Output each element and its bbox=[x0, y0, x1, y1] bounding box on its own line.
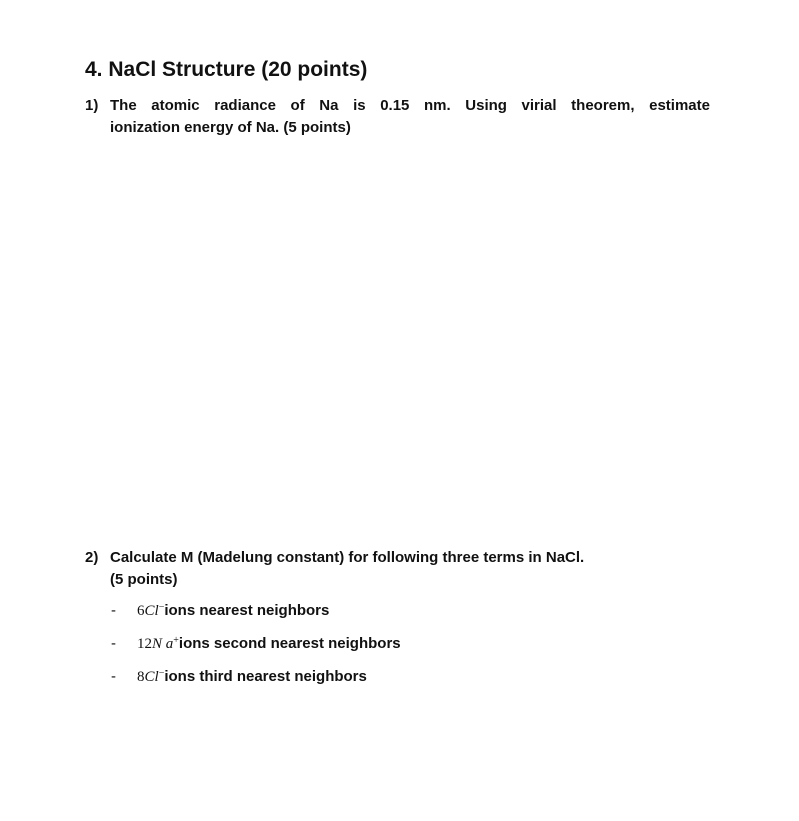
ion-charge: − bbox=[158, 602, 165, 613]
question-2-line-1: Calculate M (Madelung constant) for following three terms in NaCl. bbox=[110, 549, 585, 566]
question-1-line-1: The atomic radiance of Na is 0.15 nm. Using virial theorem, estimate bbox=[110, 97, 710, 114]
question-1-number: 1) bbox=[85, 97, 99, 114]
question-2-line-2: (5 points) bbox=[110, 571, 178, 588]
list-item bbox=[111, 666, 401, 699]
bullet-dash: - bbox=[111, 635, 116, 652]
ion-charge: + bbox=[173, 635, 179, 646]
bullet-text: ions third nearest neighbors bbox=[164, 668, 367, 685]
list-item bbox=[111, 633, 401, 666]
bullet-dash: - bbox=[111, 668, 116, 685]
question-2-number: 2) bbox=[85, 549, 99, 566]
list-item bbox=[111, 600, 401, 633]
page-title: 4. NaCl Structure (20 points) bbox=[85, 58, 368, 81]
neighbor-list bbox=[111, 600, 401, 699]
ion-formula bbox=[137, 669, 164, 685]
bullet-text: ions nearest neighbors bbox=[164, 602, 330, 619]
bullet-dash: - bbox=[111, 602, 116, 619]
ion-count: 6 bbox=[137, 603, 145, 619]
ion-formula bbox=[137, 636, 179, 652]
ion-charge: − bbox=[158, 668, 165, 679]
ion-formula bbox=[137, 603, 164, 619]
ion-symbol: Cl bbox=[144, 669, 159, 685]
ion-symbol: N a bbox=[152, 636, 174, 652]
question-1-line-2: ionization energy of Na. (5 points) bbox=[110, 119, 351, 136]
bullet-text: ions second nearest neighbors bbox=[178, 635, 401, 652]
question-1 bbox=[85, 95, 710, 139]
ion-count: 12 bbox=[137, 636, 152, 652]
ion-count: 8 bbox=[137, 669, 145, 685]
question-2 bbox=[85, 547, 710, 591]
ion-symbol: Cl bbox=[144, 603, 159, 619]
